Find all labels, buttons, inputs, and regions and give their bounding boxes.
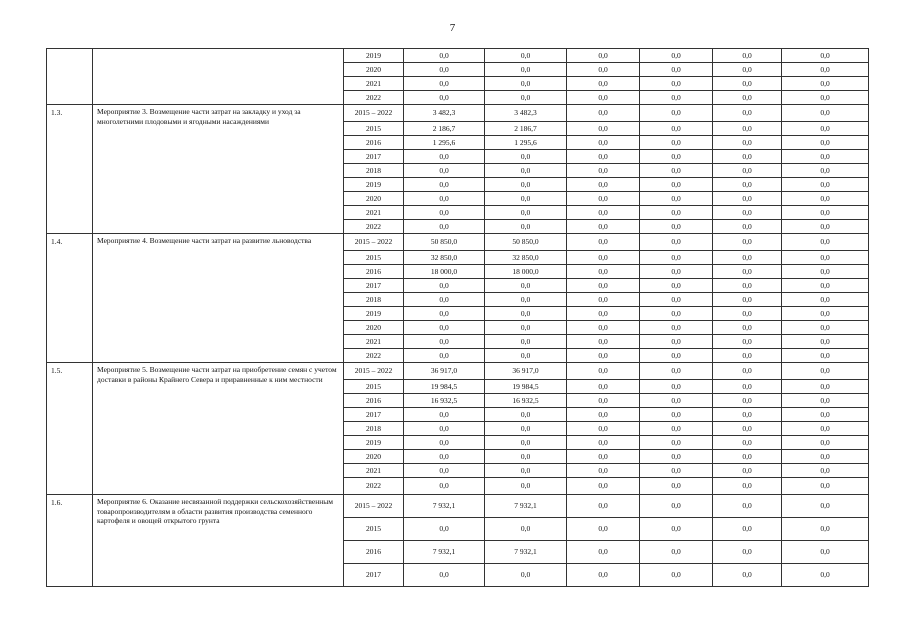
amount-cell: 0,0 (713, 192, 782, 206)
amount-cell: 0,0 (782, 251, 869, 265)
year-cell: 2020 (344, 321, 404, 335)
amount-cell: 0,0 (713, 422, 782, 436)
year-cell: 2021 (344, 206, 404, 220)
amount-cell: 0,0 (782, 150, 869, 164)
item-number: 1.5. (47, 363, 93, 495)
year-cell: 2020 (344, 63, 404, 77)
amount-cell: 0,0 (567, 495, 640, 518)
item-number: 1.3. (47, 105, 93, 234)
amount-cell: 0,0 (782, 518, 869, 541)
amount-cell: 0,0 (640, 178, 713, 192)
amount-cell: 0,0 (713, 265, 782, 279)
amount-cell: 0,0 (713, 234, 782, 251)
amount-cell: 18 000,0 (485, 265, 567, 279)
item-name: Мероприятие 6. Оказание несвязанной поддержки сельскохозяйственным товаропроизводителям в области развития производства семенного картофеля и овощей открытого грунта (93, 495, 344, 587)
item-name: Мероприятие 5. Возмещение части затрат на приобретение семян с учетом доставки в районы Крайнего Севера и приравненные к ним местности (93, 363, 344, 495)
amount-cell: 0,0 (713, 77, 782, 91)
amount-cell: 0,0 (782, 394, 869, 408)
year-cell: 2022 (344, 349, 404, 363)
amount-cell: 0,0 (404, 293, 485, 307)
amount-cell: 0,0 (567, 77, 640, 91)
amount-cell: 0,0 (782, 321, 869, 335)
amount-cell: 0,0 (404, 150, 485, 164)
year-cell: 2019 (344, 178, 404, 192)
amount-cell: 0,0 (640, 436, 713, 450)
item-name: Мероприятие 4. Возмещение части затрат на развитие льноводства (93, 234, 344, 363)
amount-cell: 0,0 (567, 541, 640, 564)
amount-cell: 0,0 (404, 335, 485, 349)
amount-cell: 0,0 (404, 307, 485, 321)
amount-cell: 0,0 (782, 265, 869, 279)
amount-cell: 36 917,0 (485, 363, 567, 380)
amount-cell: 0,0 (640, 251, 713, 265)
amount-cell: 0,0 (640, 77, 713, 91)
amount-cell: 0,0 (404, 164, 485, 178)
amount-cell: 0,0 (713, 436, 782, 450)
amount-cell: 0,0 (567, 91, 640, 105)
amount-cell: 0,0 (782, 408, 869, 422)
amount-cell: 50 850,0 (404, 234, 485, 251)
amount-cell: 0,0 (567, 293, 640, 307)
year-cell: 2021 (344, 464, 404, 478)
amount-cell: 36 917,0 (404, 363, 485, 380)
amount-cell: 0,0 (782, 178, 869, 192)
amount-cell: 0,0 (404, 192, 485, 206)
amount-cell: 0,0 (567, 63, 640, 77)
year-cell: 2015 – 2022 (344, 363, 404, 380)
amount-cell: 0,0 (782, 436, 869, 450)
amount-cell: 0,0 (640, 464, 713, 478)
amount-cell: 0,0 (640, 192, 713, 206)
amount-cell: 0,0 (713, 541, 782, 564)
amount-cell: 0,0 (485, 178, 567, 192)
amount-cell: 0,0 (485, 220, 567, 234)
amount-cell: 0,0 (485, 450, 567, 464)
amount-cell: 0,0 (485, 150, 567, 164)
amount-cell: 0,0 (404, 77, 485, 91)
amount-cell: 0,0 (640, 307, 713, 321)
amount-cell: 0,0 (782, 335, 869, 349)
amount-cell: 0,0 (485, 293, 567, 307)
amount-cell: 0,0 (782, 349, 869, 363)
amount-cell: 0,0 (567, 394, 640, 408)
amount-cell: 0,0 (713, 380, 782, 394)
amount-cell: 0,0 (713, 178, 782, 192)
amount-cell: 0,0 (485, 206, 567, 220)
amount-cell: 0,0 (567, 164, 640, 178)
amount-cell: 1 295,6 (404, 136, 485, 150)
amount-cell: 0,0 (567, 251, 640, 265)
amount-cell: 0,0 (782, 564, 869, 587)
year-cell: 2019 (344, 49, 404, 63)
amount-cell: 0,0 (640, 164, 713, 178)
amount-cell: 0,0 (713, 394, 782, 408)
amount-cell: 0,0 (782, 77, 869, 91)
amount-cell: 0,0 (404, 206, 485, 220)
year-cell: 2015 (344, 251, 404, 265)
amount-cell: 0,0 (567, 464, 640, 478)
year-cell: 2016 (344, 541, 404, 564)
amount-cell: 0,0 (782, 136, 869, 150)
amount-cell: 0,0 (640, 394, 713, 408)
amount-cell: 0,0 (713, 220, 782, 234)
amount-cell: 0,0 (567, 363, 640, 380)
amount-cell: 0,0 (485, 49, 567, 63)
amount-cell: 0,0 (640, 279, 713, 293)
year-cell: 2019 (344, 436, 404, 450)
amount-cell: 3 482,3 (404, 105, 485, 122)
amount-cell: 0,0 (567, 279, 640, 293)
amount-cell: 0,0 (713, 564, 782, 587)
amount-cell: 0,0 (485, 164, 567, 178)
amount-cell: 16 932,5 (485, 394, 567, 408)
amount-cell: 19 984,5 (404, 380, 485, 394)
amount-cell: 0,0 (640, 91, 713, 105)
amount-cell: 0,0 (567, 564, 640, 587)
table-row (47, 234, 869, 251)
amount-cell: 0,0 (485, 518, 567, 541)
amount-cell: 0,0 (782, 63, 869, 77)
amount-cell: 0,0 (485, 564, 567, 587)
amount-cell: 0,0 (640, 63, 713, 77)
amount-cell: 0,0 (404, 91, 485, 105)
amount-cell: 0,0 (485, 478, 567, 495)
year-cell: 2020 (344, 450, 404, 464)
amount-cell: 0,0 (782, 464, 869, 478)
table-row (47, 363, 869, 380)
amount-cell: 0,0 (782, 49, 869, 63)
amount-cell: 19 984,5 (485, 380, 567, 394)
amount-cell: 0,0 (640, 321, 713, 335)
amount-cell: 7 932,1 (404, 495, 485, 518)
amount-cell: 0,0 (782, 541, 869, 564)
amount-cell: 0,0 (567, 349, 640, 363)
amount-cell: 0,0 (567, 150, 640, 164)
amount-cell: 0,0 (713, 206, 782, 220)
amount-cell: 0,0 (640, 564, 713, 587)
amount-cell: 0,0 (567, 518, 640, 541)
amount-cell: 0,0 (640, 293, 713, 307)
amount-cell: 0,0 (567, 436, 640, 450)
amount-cell: 0,0 (567, 422, 640, 436)
amount-cell: 0,0 (640, 363, 713, 380)
amount-cell: 0,0 (567, 178, 640, 192)
year-cell: 2015 – 2022 (344, 234, 404, 251)
amount-cell: 0,0 (782, 495, 869, 518)
amount-cell: 0,0 (567, 49, 640, 63)
item-name: Мероприятие 3. Возмещение части затрат на закладку и уход за многолетними плодовыми и ягодными насаждениями (93, 105, 344, 234)
amount-cell: 3 482,3 (485, 105, 567, 122)
amount-cell: 0,0 (782, 122, 869, 136)
amount-cell: 0,0 (404, 63, 485, 77)
amount-cell: 0,0 (713, 279, 782, 293)
amount-cell: 18 000,0 (404, 265, 485, 279)
amount-cell: 0,0 (640, 422, 713, 436)
amount-cell: 0,0 (485, 321, 567, 335)
amount-cell: 0,0 (782, 422, 869, 436)
amount-cell: 0,0 (782, 105, 869, 122)
amount-cell: 0,0 (782, 363, 869, 380)
amount-cell: 0,0 (640, 49, 713, 63)
amount-cell: 0,0 (640, 234, 713, 251)
amount-cell: 2 186,7 (404, 122, 485, 136)
year-cell: 2018 (344, 164, 404, 178)
amount-cell: 0,0 (713, 349, 782, 363)
amount-cell: 0,0 (567, 220, 640, 234)
amount-cell: 0,0 (485, 63, 567, 77)
year-cell: 2022 (344, 478, 404, 495)
amount-cell: 0,0 (713, 122, 782, 136)
amount-cell: 0,0 (782, 164, 869, 178)
year-cell: 2016 (344, 394, 404, 408)
amount-cell: 0,0 (567, 450, 640, 464)
amount-cell: 0,0 (485, 192, 567, 206)
year-cell: 2015 (344, 380, 404, 394)
year-cell: 2019 (344, 307, 404, 321)
amount-cell: 0,0 (640, 349, 713, 363)
amount-cell: 0,0 (782, 478, 869, 495)
amount-cell: 0,0 (640, 408, 713, 422)
amount-cell: 0,0 (640, 450, 713, 464)
budget-table-body (47, 49, 869, 587)
amount-cell: 0,0 (713, 150, 782, 164)
amount-cell: 0,0 (713, 518, 782, 541)
year-cell: 2022 (344, 91, 404, 105)
year-cell: 2018 (344, 422, 404, 436)
amount-cell: 0,0 (713, 464, 782, 478)
amount-cell: 0,0 (782, 380, 869, 394)
year-cell: 2022 (344, 220, 404, 234)
amount-cell: 32 850,0 (404, 251, 485, 265)
amount-cell: 0,0 (567, 408, 640, 422)
amount-cell: 0,0 (640, 495, 713, 518)
year-cell: 2021 (344, 77, 404, 91)
year-cell: 2017 (344, 408, 404, 422)
year-cell: 2021 (344, 335, 404, 349)
amount-cell: 0,0 (713, 105, 782, 122)
amount-cell: 0,0 (713, 495, 782, 518)
amount-cell: 0,0 (782, 307, 869, 321)
amount-cell: 0,0 (713, 335, 782, 349)
year-cell: 2016 (344, 265, 404, 279)
amount-cell: 0,0 (782, 450, 869, 464)
amount-cell: 0,0 (485, 408, 567, 422)
amount-cell: 32 850,0 (485, 251, 567, 265)
amount-cell: 0,0 (567, 206, 640, 220)
amount-cell: 0,0 (782, 279, 869, 293)
amount-cell: 0,0 (567, 234, 640, 251)
amount-cell: 0,0 (640, 220, 713, 234)
amount-cell: 0,0 (782, 220, 869, 234)
amount-cell: 0,0 (567, 307, 640, 321)
amount-cell: 0,0 (485, 279, 567, 293)
item-name (93, 49, 344, 105)
amount-cell: 0,0 (404, 220, 485, 234)
amount-cell: 0,0 (713, 321, 782, 335)
amount-cell: 0,0 (713, 49, 782, 63)
amount-cell: 0,0 (567, 265, 640, 279)
year-cell: 2016 (344, 136, 404, 150)
page-number: 7 (449, 22, 456, 34)
amount-cell: 0,0 (782, 192, 869, 206)
year-cell: 2015 – 2022 (344, 495, 404, 518)
amount-cell: 1 295,6 (485, 136, 567, 150)
amount-cell: 0,0 (640, 380, 713, 394)
amount-cell: 0,0 (404, 436, 485, 450)
amount-cell: 0,0 (640, 335, 713, 349)
amount-cell: 0,0 (640, 206, 713, 220)
amount-cell: 2 186,7 (485, 122, 567, 136)
amount-cell: 0,0 (567, 136, 640, 150)
amount-cell: 0,0 (713, 293, 782, 307)
amount-cell: 0,0 (404, 49, 485, 63)
item-number: 1.4. (47, 234, 93, 363)
amount-cell: 0,0 (404, 450, 485, 464)
year-cell: 2018 (344, 293, 404, 307)
amount-cell: 0,0 (567, 478, 640, 495)
amount-cell: 0,0 (713, 63, 782, 77)
amount-cell: 0,0 (713, 408, 782, 422)
amount-cell: 7 932,1 (404, 541, 485, 564)
amount-cell: 50 850,0 (485, 234, 567, 251)
amount-cell: 0,0 (485, 464, 567, 478)
amount-cell: 0,0 (404, 321, 485, 335)
amount-cell: 0,0 (782, 206, 869, 220)
year-cell: 2017 (344, 564, 404, 587)
table-row (47, 495, 869, 518)
amount-cell: 0,0 (485, 77, 567, 91)
amount-cell: 0,0 (640, 541, 713, 564)
amount-cell: 0,0 (640, 105, 713, 122)
year-cell: 2017 (344, 150, 404, 164)
amount-cell: 0,0 (485, 335, 567, 349)
item-number: 1.6. (47, 495, 93, 587)
amount-cell: 0,0 (567, 122, 640, 136)
amount-cell: 0,0 (567, 321, 640, 335)
year-cell: 2017 (344, 279, 404, 293)
amount-cell: 0,0 (567, 380, 640, 394)
amount-cell: 0,0 (404, 564, 485, 587)
amount-cell: 0,0 (404, 464, 485, 478)
table-row (47, 105, 869, 122)
budget-table (46, 48, 869, 587)
amount-cell: 0,0 (567, 105, 640, 122)
amount-cell: 0,0 (404, 349, 485, 363)
year-cell: 2020 (344, 192, 404, 206)
year-cell: 2015 (344, 518, 404, 541)
amount-cell: 0,0 (713, 91, 782, 105)
amount-cell: 0,0 (485, 422, 567, 436)
amount-cell: 0,0 (713, 307, 782, 321)
amount-cell: 0,0 (782, 91, 869, 105)
amount-cell: 16 932,5 (404, 394, 485, 408)
amount-cell: 0,0 (713, 164, 782, 178)
amount-cell: 0,0 (404, 422, 485, 436)
amount-cell: 0,0 (713, 450, 782, 464)
amount-cell: 0,0 (485, 349, 567, 363)
amount-cell: 0,0 (485, 91, 567, 105)
amount-cell: 0,0 (567, 192, 640, 206)
table-row (47, 49, 869, 63)
amount-cell: 0,0 (404, 518, 485, 541)
amount-cell: 7 932,1 (485, 495, 567, 518)
amount-cell: 0,0 (782, 234, 869, 251)
amount-cell: 0,0 (713, 251, 782, 265)
amount-cell: 0,0 (713, 478, 782, 495)
amount-cell: 0,0 (640, 265, 713, 279)
amount-cell: 0,0 (404, 178, 485, 192)
amount-cell: 0,0 (567, 335, 640, 349)
amount-cell: 0,0 (485, 436, 567, 450)
amount-cell: 0,0 (713, 363, 782, 380)
amount-cell: 0,0 (640, 478, 713, 495)
amount-cell: 0,0 (404, 408, 485, 422)
amount-cell: 0,0 (640, 122, 713, 136)
amount-cell: 7 932,1 (485, 541, 567, 564)
amount-cell: 0,0 (404, 279, 485, 293)
item-number (47, 49, 93, 105)
amount-cell: 0,0 (713, 136, 782, 150)
amount-cell: 0,0 (485, 307, 567, 321)
amount-cell: 0,0 (640, 150, 713, 164)
amount-cell: 0,0 (782, 293, 869, 307)
amount-cell: 0,0 (404, 478, 485, 495)
year-cell: 2015 (344, 122, 404, 136)
year-cell: 2015 – 2022 (344, 105, 404, 122)
amount-cell: 0,0 (640, 518, 713, 541)
amount-cell: 0,0 (640, 136, 713, 150)
